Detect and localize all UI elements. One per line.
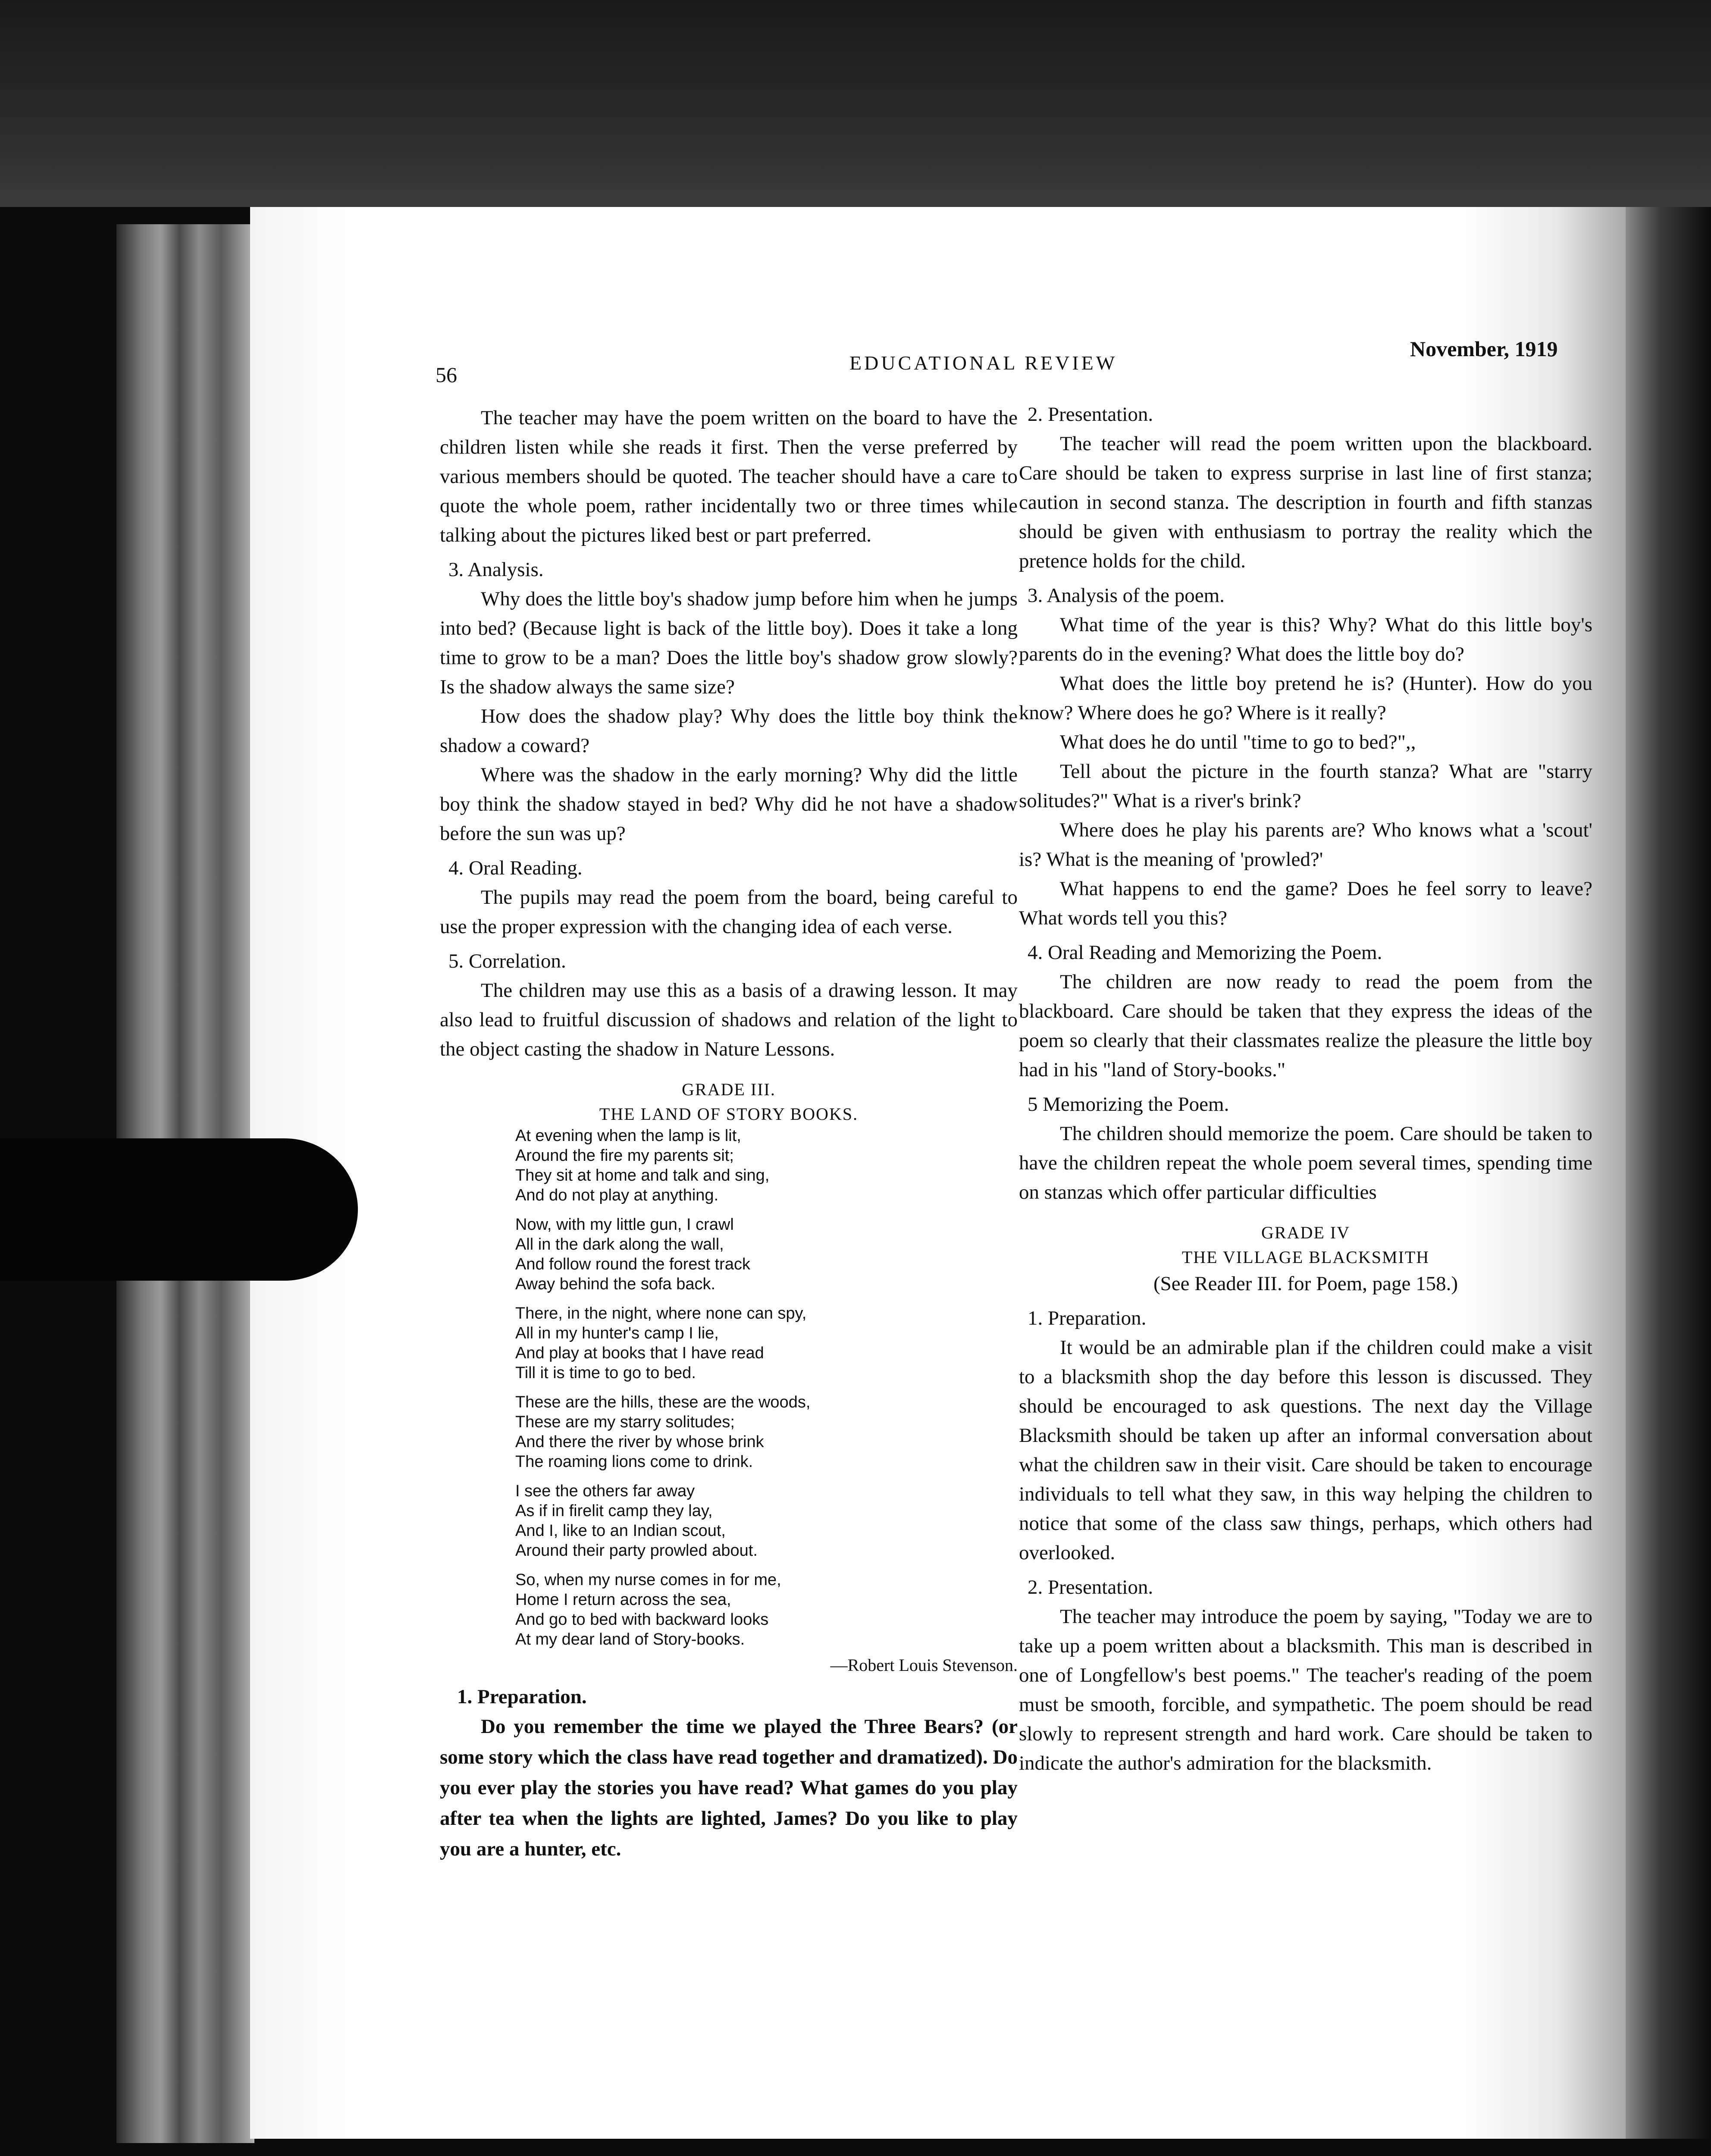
section-heading: 3. Analysis. (448, 558, 544, 581)
section-heading: 1. Preparation. (1028, 1307, 1147, 1329)
section-heading: 1. Preparation. (457, 1686, 587, 1708)
poem-line: And play at books that I have read (515, 1344, 764, 1362)
paragraph: Tell about the picture in the fourth stanza? What are "starry solitudes?" What is a river's brink? (1019, 760, 1592, 812)
poem-stanza (515, 1126, 1018, 1205)
poem-line: And follow round the forest track (515, 1255, 750, 1273)
paragraph: What does he do until "time to go to bed?",, (1060, 731, 1416, 753)
section-heading: 4. Oral Reading. (448, 857, 583, 879)
poem-line: Around their party prowled about. (515, 1542, 758, 1560)
section-heading: 2. Presentation. (1028, 403, 1153, 426)
section-heading: 5. Correlation. (448, 950, 566, 972)
paragraph: The pupils may read the poem from the board, being careful to use the proper expression with the changing idea of each verse. (440, 886, 1018, 938)
poem-stanza (515, 1304, 1018, 1383)
page-number: 56 (436, 363, 457, 387)
poem-line: All in the dark along the wall, (515, 1235, 724, 1253)
running-header-title: EDUCATIONAL REVIEW (849, 352, 1118, 374)
grade-heading: GRADE III. (682, 1080, 776, 1099)
left-column (440, 403, 1018, 1865)
section-heading: 4. Oral Reading and Memorizing the Poem. (1028, 941, 1382, 964)
poem-line: These are my starry solitudes; (515, 1413, 735, 1431)
paragraph: Where was the shadow in the early morning? Why did the little boy think the shadow stayed in bed? Why did he not have a shadow before the sun was up? (440, 764, 1018, 845)
poem-stanza (515, 1481, 1018, 1561)
paragraph: Do you remember the time we played the Three Bears? (or some story which the class have read together and dramatized). Do you ever play the stories you have read? What games do you play after tea when the lights are lighted, James? Do you like to play you are a hunter, etc. (440, 1715, 1018, 1860)
poem-line: And do not play at anything. (515, 1186, 719, 1204)
page-edge-shadow (1626, 207, 1711, 2139)
poem (515, 1126, 1018, 1649)
finger-shadow (0, 1138, 358, 1281)
paragraph: Where does he play his parents are? Who knows what a 'scout' is? What is the meaning of 'prowled?' (1019, 819, 1592, 871)
poem-line: All in my hunter's camp I lie, (515, 1324, 719, 1342)
poem-title: THE LAND OF STORY BOOKS. (599, 1104, 859, 1124)
poem-line: Away behind the sofa back. (515, 1275, 716, 1293)
poem-line: At evening when the lamp is lit, (515, 1127, 741, 1145)
poem-line: And I, like to an Indian scout, (515, 1522, 726, 1540)
paragraph: How does the shadow play? Why does the little boy think the shadow a coward? (440, 705, 1018, 757)
right-column (1019, 395, 1592, 1778)
poem-stanza (515, 1392, 1018, 1472)
intro-paragraph: The teacher may have the poem written on the board to have the children listen while she reads it first. Then the verse preferred by various members should be quoted. The teacher should have a care to quote the whole poem, rather incidentally two or three times while talking about the pictures liked best or part preferred. (440, 407, 1018, 546)
paragraph: The teacher will read the poem written upon the blackboard. Care should be taken to express surprise in last line of first stanza; caution in second stanza. The description in fourth and fifth stanzas should be given with enthusiasm to portray the reality which the pretence holds for the child. (1019, 432, 1592, 572)
paragraph: The children are now ready to read the poem from the blackboard. Care should be taken that they express the ideas of the poem so clearly that their classmates realize the pleasure the little boy had in his "land of Story-books." (1019, 971, 1592, 1081)
section-heading: 5 Memorizing the Poem. (1028, 1093, 1229, 1116)
paragraph: The children may use this as a basis of a drawing lesson. It may also lead to fruitful discussion of shadows and relation of the light to the object casting the shadow in Nature Lessons. (440, 979, 1018, 1060)
grade-heading: GRADE IV (1261, 1223, 1350, 1242)
poem-line: They sit at home and talk and sing, (515, 1166, 770, 1185)
poem-line: Around the fire my parents sit; (515, 1147, 734, 1165)
poem-line: These are the hills, these are the woods, (515, 1393, 811, 1411)
poem-line: There, in the night, where none can spy, (515, 1304, 807, 1322)
book-page (250, 207, 1626, 2139)
paragraph: The children should memorize the poem. Care should be taken to have the children repeat the whole poem several times, spending time on stanzas which offer particular difficulties (1019, 1122, 1592, 1203)
poem-stanza (515, 1215, 1018, 1294)
paragraph: Why does the little boy's shadow jump before him when he jumps into bed? (Because light is back of the little boy). Does it take a long time to grow to be a man? Does the little boy's shadow grow slowly? Is the shadow always the same size? (440, 588, 1018, 698)
section-heading: 3. Analysis of the poem. (1028, 584, 1225, 607)
paragraph: What happens to end the game? Does he feel sorry to leave? What words tell you this? (1019, 877, 1592, 929)
poem-line: I see the others far away (515, 1482, 695, 1500)
paragraph: It would be an admirable plan if the children could make a visit to a blacksmith shop the day before this lesson is discussed. They should be encouraged to ask questions. The next day the Village Blacksmith should be taken up after an informal conversation about what the children saw in their visit. Care should be taken to encourage individuals to tell what they saw, in this way helping the children to notice that some of the class saw things, perhaps, which others had overlooked. (1019, 1336, 1592, 1564)
poem-line: Home I return across the sea, (515, 1591, 731, 1609)
running-header-date: November, 1919 (1410, 337, 1558, 361)
reader-note: (See Reader III. for Poem, page 158.) (1153, 1272, 1458, 1295)
poem-line: And go to bed with backward looks (515, 1611, 769, 1629)
background-frame (0, 0, 1711, 207)
poem-stanza (515, 1570, 1018, 1649)
poem-line: As if in firelit camp they lay, (515, 1502, 713, 1520)
poem-line: So, when my nurse comes in for me, (515, 1571, 781, 1589)
paragraph: What does the little boy pretend he is? (Hunter). How do you know? Where does he go? Where is it really? (1019, 672, 1592, 724)
poem-line: At my dear land of Story-books. (515, 1630, 745, 1648)
section-heading: 2. Presentation. (1028, 1576, 1153, 1598)
poem-line: Till it is time to go to bed. (515, 1364, 696, 1382)
paragraph: What time of the year is this? Why? What do this little boy's parents do in the evening? What does the little boy do? (1019, 614, 1592, 665)
poem-author: —Robert Louis Stevenson. (830, 1655, 1018, 1675)
paragraph: The teacher may introduce the poem by saying, "Today we are to take up a poem written about a blacksmith. This man is described in one of Longfellow's best poems." The teacher's reading of the poem must be smooth, forcible, and sympathetic. The poem should be read slowly to represent strength and hard work. Care should be taken to indicate the author's admiration for the blacksmith. (1019, 1605, 1592, 1774)
poem-line: And there the river by whose brink (515, 1433, 764, 1451)
poem-line: Now, with my little gun, I crawl (515, 1216, 734, 1234)
poem-line: The roaming lions come to drink. (515, 1453, 753, 1471)
poem-title: THE VILLAGE BLACKSMITH (1181, 1247, 1430, 1267)
